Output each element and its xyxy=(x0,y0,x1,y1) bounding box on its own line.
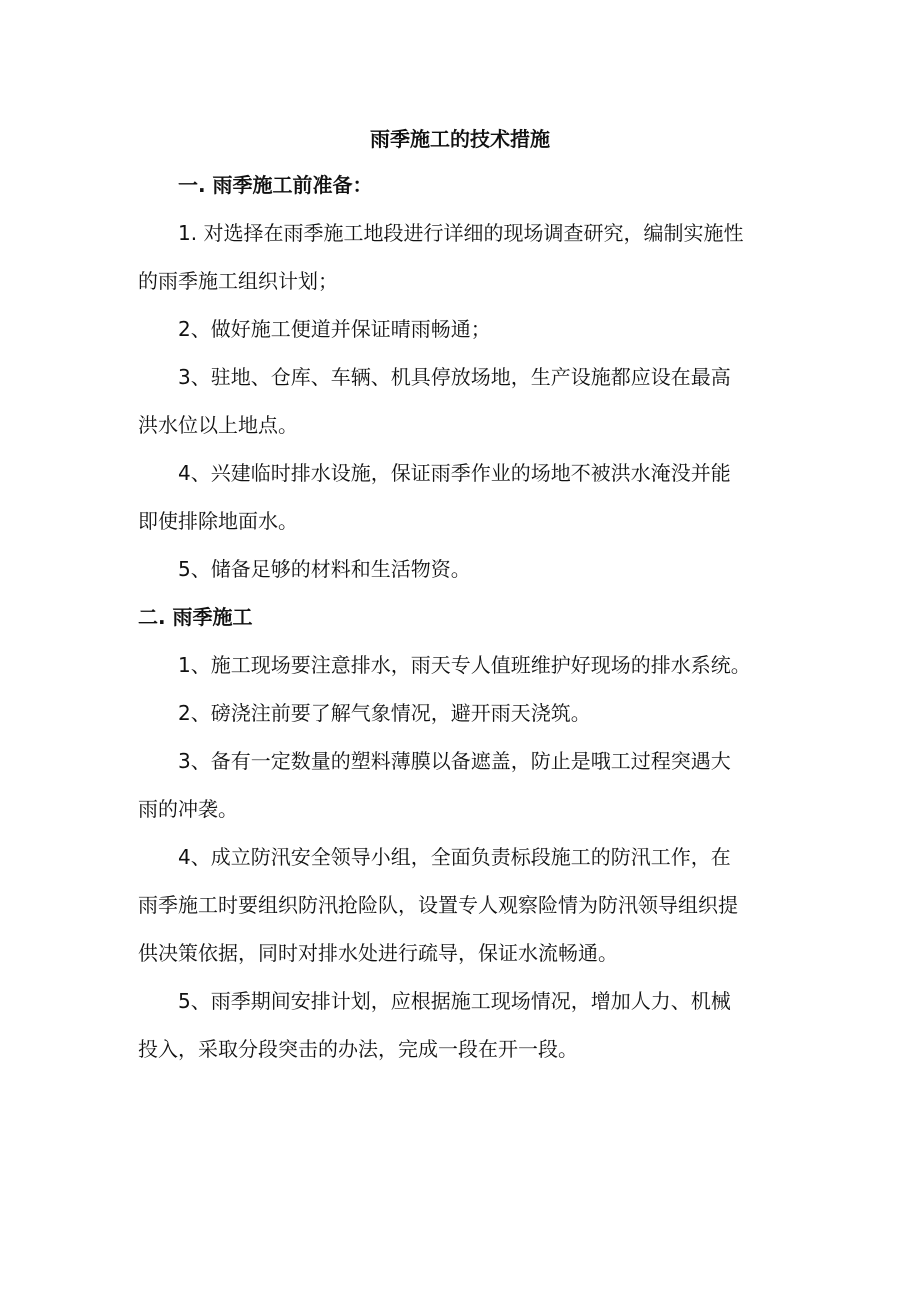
paragraph-line: 4、成立防汛安全领导小组，全面负责标段施工的防汛工作，在 xyxy=(178,845,731,869)
paragraph-line: 5、雨季期间安排计划，应根据施工现场情况，增加人力、机械 xyxy=(178,989,731,1013)
paragraph-line: 1. 对选择在雨季施工地段进行详细的现场调查研究，编制实施性 xyxy=(178,221,744,245)
paragraph-line: 5、储备足够的材料和生活物资。 xyxy=(178,557,471,581)
section-heading-2: 二. 雨季施工 xyxy=(138,605,253,629)
paragraph-line: 雨季施工时要组织防汛抢险队，设置专人观察险情为防汛领导组织提 xyxy=(138,893,738,917)
paragraph-line: 3、驻地、仓库、车辆、机具停放场地，生产设施都应设在最高 xyxy=(178,365,731,389)
paragraph-line: 3、备有一定数量的塑料薄膜以备遮盖，防止是哦工过程突遇大 xyxy=(178,749,731,773)
document-body xyxy=(138,170,788,1064)
paragraph-line: 投入，采取分段突击的办法，完成一段在开一段。 xyxy=(138,1037,578,1061)
paragraph-line: 2、做好施工便道并保证晴雨畅通； xyxy=(178,317,491,341)
paragraph-line: 4、兴建临时排水设施，保证雨季作业的场地不被洪水淹没并能 xyxy=(178,461,731,485)
section-heading-1: 一. 雨季施工前准备： xyxy=(178,173,373,197)
paragraph-line: 洪水位以上地点。 xyxy=(138,413,298,437)
paragraph-line: 即使排除地面水。 xyxy=(138,509,298,533)
paragraph-line: 供决策依据，同时对排水处进行疏导，保证水流畅通。 xyxy=(138,941,618,965)
paragraph-line: 的雨季施工组织计划； xyxy=(138,269,338,293)
paragraph-line: 2、磅浇注前要了解气象情况，避开雨天浇筑。 xyxy=(178,701,591,725)
paragraph-line: 雨的冲袭。 xyxy=(138,797,238,821)
document-title: 雨季施工的技术措施 xyxy=(370,127,550,151)
paragraph-line: 1、施工现场要注意排水，雨天专人值班维护好现场的排水系统。 xyxy=(178,653,751,677)
